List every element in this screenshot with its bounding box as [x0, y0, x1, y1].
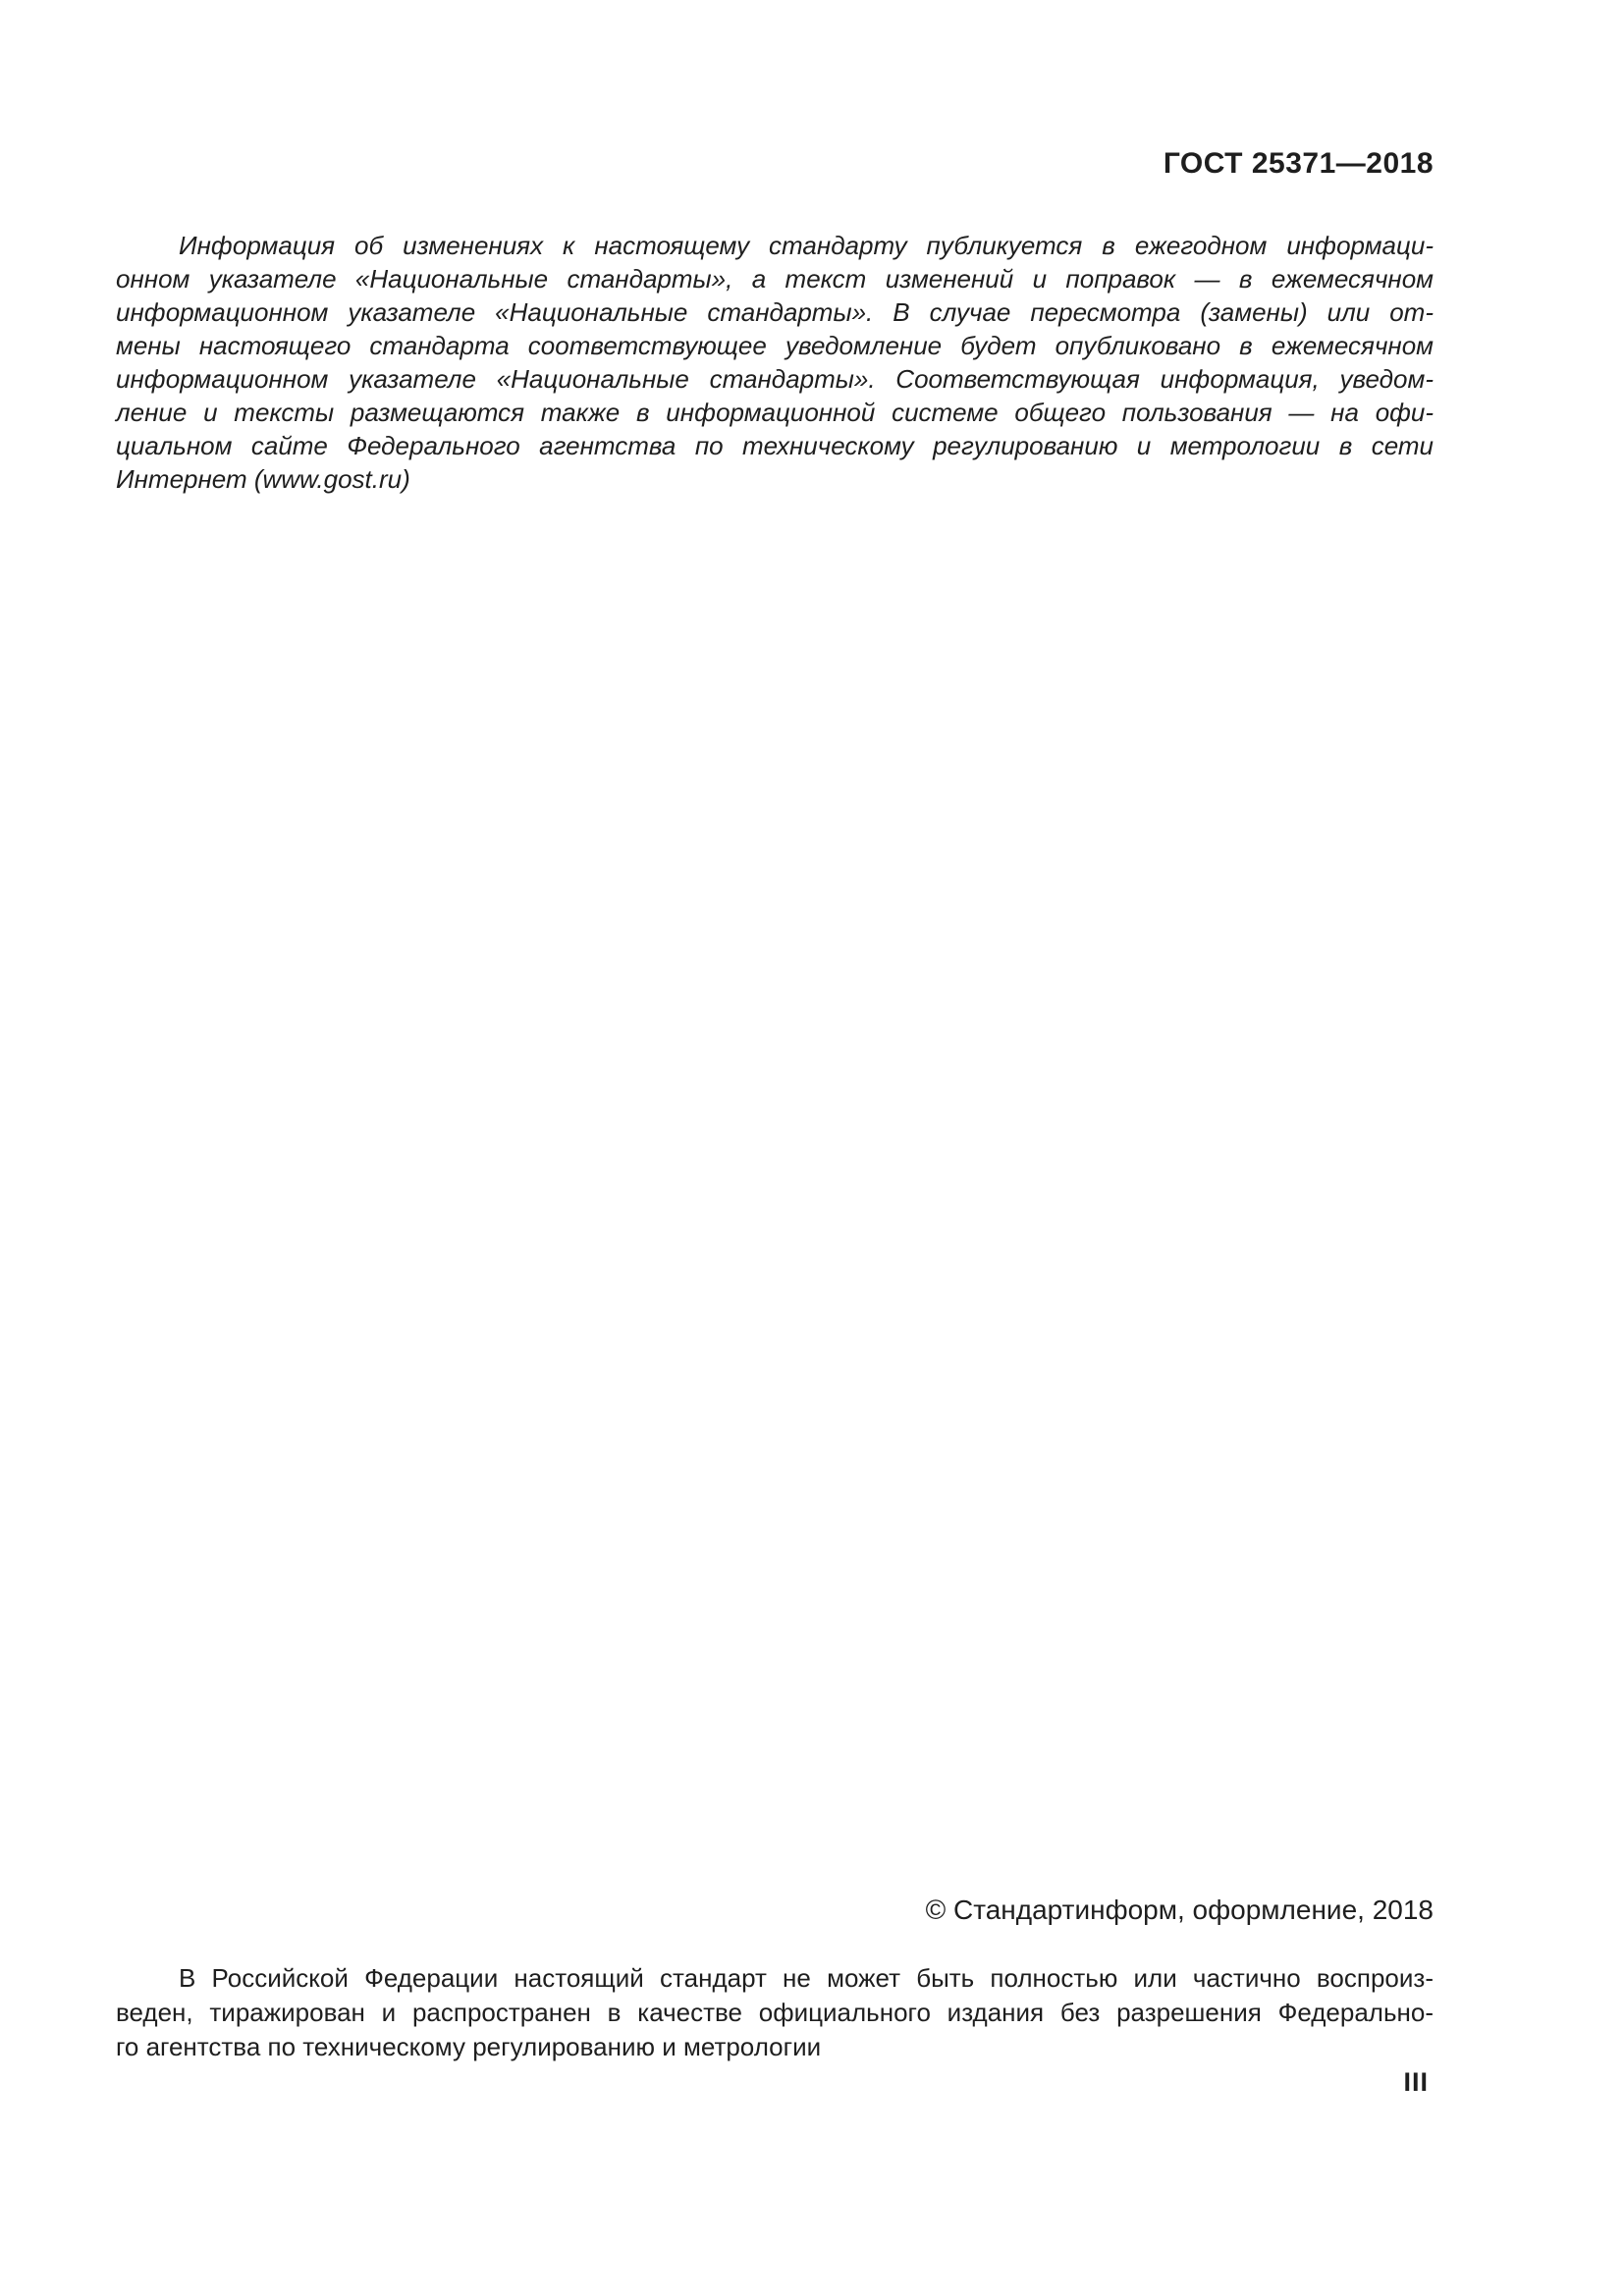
- info-note-paragraph: [116, 229, 1434, 496]
- info-note-line: мены настоящего стандарта соответствующее уведомление будет опубликовано в ежемесячном: [116, 331, 1434, 360]
- info-note-line: онном указателе «Национальные стандарты», а текст изменений и поправок — в ежемесячном: [116, 264, 1434, 294]
- restriction-note-line: В Российской Федерации настоящий стандарт не может быть полностью или частично воспроиз-: [179, 1963, 1434, 1993]
- copyright-notice: © Стандартинформ, оформление, 2018: [925, 1895, 1434, 1925]
- info-note-line: ление и тексты размещаются также в информационной системе общего пользования — на офи-: [116, 398, 1434, 427]
- doc-code-header: ГОСТ 25371—2018: [1163, 147, 1434, 180]
- info-note-line: циальном сайте Федерального агентства по техническому регулированию и метрологии в сети: [116, 431, 1434, 460]
- restriction-note-paragraph: [116, 1961, 1434, 2064]
- restriction-note-line: го агентства по техническому регулированию и метрологии: [116, 2032, 822, 2061]
- info-note-line: информационном указателе «Национальные стандарты». Соответствующая информация, уведом-: [116, 364, 1434, 394]
- info-note-line: Информация об изменениях к настоящему стандарту публикуется в ежегодном информаци-: [179, 231, 1434, 260]
- restriction-note-line: веден, тиражирован и распространен в качестве официального издания без разрешения Федерально-: [116, 1998, 1434, 2027]
- info-note-line: информационном указателе «Национальные стандарты». В случае пересмотра (замены) или от-: [116, 297, 1434, 327]
- page-number: III: [1403, 2067, 1429, 2097]
- info-note-line: Интернет (www.gost.ru): [116, 464, 410, 494]
